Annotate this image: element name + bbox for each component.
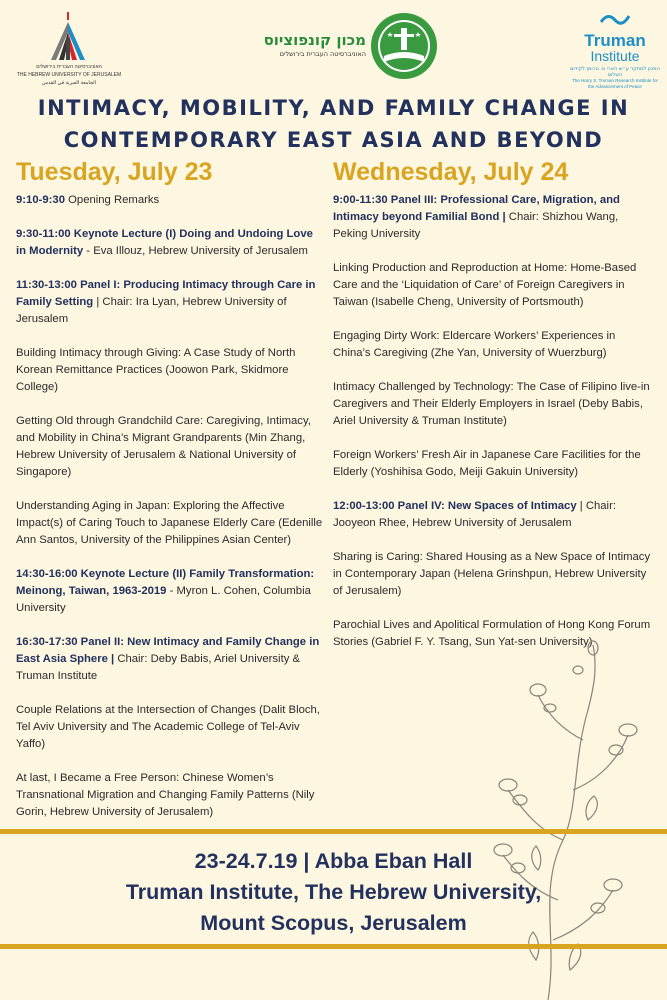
confucius-institute-logo (238, 12, 438, 82)
keynote-2-title: 14:30-16:00 Keynote Lecture (II) Family Transformation: Meinong, Taiwan, 1963-2019 (16, 568, 315, 597)
panel-3 (333, 192, 651, 243)
panel-1-chair: | Chair: Ira Lyan, Hebrew University of Jerusalem (16, 296, 287, 325)
confucius-title: מכון קונפוציוס (263, 31, 366, 49)
truman-name: Truman (584, 31, 646, 50)
huji-name-hebrew: האוניברסיטה העברית בירושלים (36, 64, 102, 70)
keynote-lecture-2 (16, 566, 324, 617)
huji-name-english: THE HEBREW UNIVERSITY OF JERUSALEM (16, 72, 122, 78)
title-line-1: INTIMACY, MOBILITY, AND FAMILY CHANGE IN (37, 96, 630, 120)
divider-bottom (0, 944, 667, 949)
opening-remarks (16, 192, 324, 209)
paper-item: Understanding Aging in Japan: Exploring the Affective Impact(s) of Caring Touch to Japanese Elderly Care (Edenille Ann Santos, University of the Philippines Asian Center) (16, 500, 323, 546)
panel-4-title: 12:00-13:00 Panel IV: New Spaces of Intimacy (333, 500, 577, 512)
tuesday-heading: Tuesday, July 23 (16, 158, 213, 186)
page-title (0, 92, 667, 156)
panel-1-title: 11:30-13:00 Panel I: Producing Intimacy through Care in Family Setting (16, 279, 316, 308)
paper-item: At last, I Became a Free Person: Chinese Women’s Transnational Migration and Changing Family Patterns (Nily Gorin, Hebrew University of Jerusalem) (16, 772, 315, 818)
panel-3-chair: Chair: Shizhou Wang, Peking University (333, 211, 619, 240)
paper-item: Intimacy Challenged by Technology: The Case of Filipino live-in Caregivers and Their Elderly Employers in Israel (Deby Babis, Ariel University & Truman Institute) (333, 381, 650, 427)
huji-name-arabic: الجامعة العبرية في القدس (42, 80, 96, 86)
truman-english-name: The Harry S. Truman Research Institute for the Advancement of Peace (571, 78, 659, 89)
paper-item: Parochial Lives and Apolitical Formulation of Hong Kong Forum Stories (Gabriel F. Y. Tsang, Sun Yat-sen University) (333, 619, 651, 648)
panel-3-title: 9:00-11:30 Panel III: Professional Care, Migration, and Intimacy beyond Familial Bond | (333, 194, 620, 223)
keynote-2-speaker: - Myron L. Cohen, Columbia University (16, 585, 311, 614)
paper-item: Getting Old through Grandchild Care: Caregiving, Intimacy, and Mobility in China’s Migrant Grandparents (Min Zhang, Hebrew University of Jerusalem & National University of Singapore) (16, 415, 311, 478)
venue-date-hall: 23-24.7.19 | Abba Eban Hall (194, 849, 473, 873)
wave-icon (600, 12, 630, 26)
logo-bar (0, 0, 667, 92)
keynote-1-speaker: - Eva Illouz, Hebrew University of Jerusalem (83, 245, 308, 257)
tuesday-schedule (16, 192, 324, 838)
wednesday-heading: Wednesday, July 24 (333, 158, 569, 186)
venue-institution: Truman Institute, The Hebrew University, (125, 880, 542, 904)
panel-1 (16, 277, 324, 328)
truman-institute-logo (570, 12, 660, 89)
divider-top (0, 829, 667, 834)
panel-4-chair: | Chair: Jooyeon Rhee, Hebrew University of Jerusalem (333, 500, 616, 529)
paper-item: Foreign Workers’ Fresh Air in Japanese Care Facilities for the Elderly (Yoshihisa Godo, Meiji Gakuin University) (333, 449, 641, 478)
keynote-lecture-1 (16, 226, 324, 260)
hebrew-university-logo (14, 10, 124, 86)
paper-item: Sharing is Caring: Shared Housing as a New Space of Intimacy in Contemporary Japan (Helena Grinshpun, Hebrew University of Jerusalem) (333, 551, 651, 597)
venue-info (0, 846, 667, 939)
panel-2-chair: Chair: Deby Babis, Ariel University & Truman Institute (16, 653, 301, 682)
opening-time: 9:10-9:30 (16, 194, 65, 206)
truman-hebrew-name: המכון למחקר ע״ש הארי ס. טרומן לקידום השלום (570, 66, 660, 78)
paper-item: Engaging Dirty Work: Eldercare Workers’ Experiences in China’s Caregiving (Zhe Yan, University of Wuerzburg) (333, 330, 616, 359)
confucius-seal-icon (370, 12, 438, 80)
panel-2-title: 16:30-17:30 Panel II: New Intimacy and Family Change in East Asia Sphere | (16, 636, 320, 665)
title-line-2: CONTEMPORARY EAST ASIA AND BEYOND (63, 128, 604, 152)
menorah-icon (47, 10, 91, 62)
panel-2 (16, 634, 324, 685)
paper-item: Building Intimacy through Giving: A Case Study of North Korean Remittance Practices (Joowon Park, Skidmore College) (16, 347, 296, 393)
panel-4 (333, 498, 651, 532)
truman-institute-word: Institute (590, 48, 640, 64)
opening-text: Opening Remarks (64, 194, 160, 206)
keynote-1-title: 9:30-11:00 Keynote Lecture (I) Doing and Undoing Love in Modernity (16, 228, 313, 257)
paper-item: Couple Relations at the Intersection of Changes (Dalit Bloch, Tel Aviv University and The Academic College of Tel-Aviv Yaffo) (16, 704, 320, 750)
confucius-subtitle: האוניברסיטה העברית בירושלים (279, 50, 366, 58)
paper-item: Linking Production and Reproduction at Home: Home-Based Care and the ‘Liquidation of Care’ of Foreign Caregivers in Taiwan (Isabelle Cheng, University of Portsmouth) (333, 262, 637, 308)
wednesday-schedule (333, 192, 651, 668)
venue-location: Mount Scopus, Jerusalem (200, 911, 467, 935)
